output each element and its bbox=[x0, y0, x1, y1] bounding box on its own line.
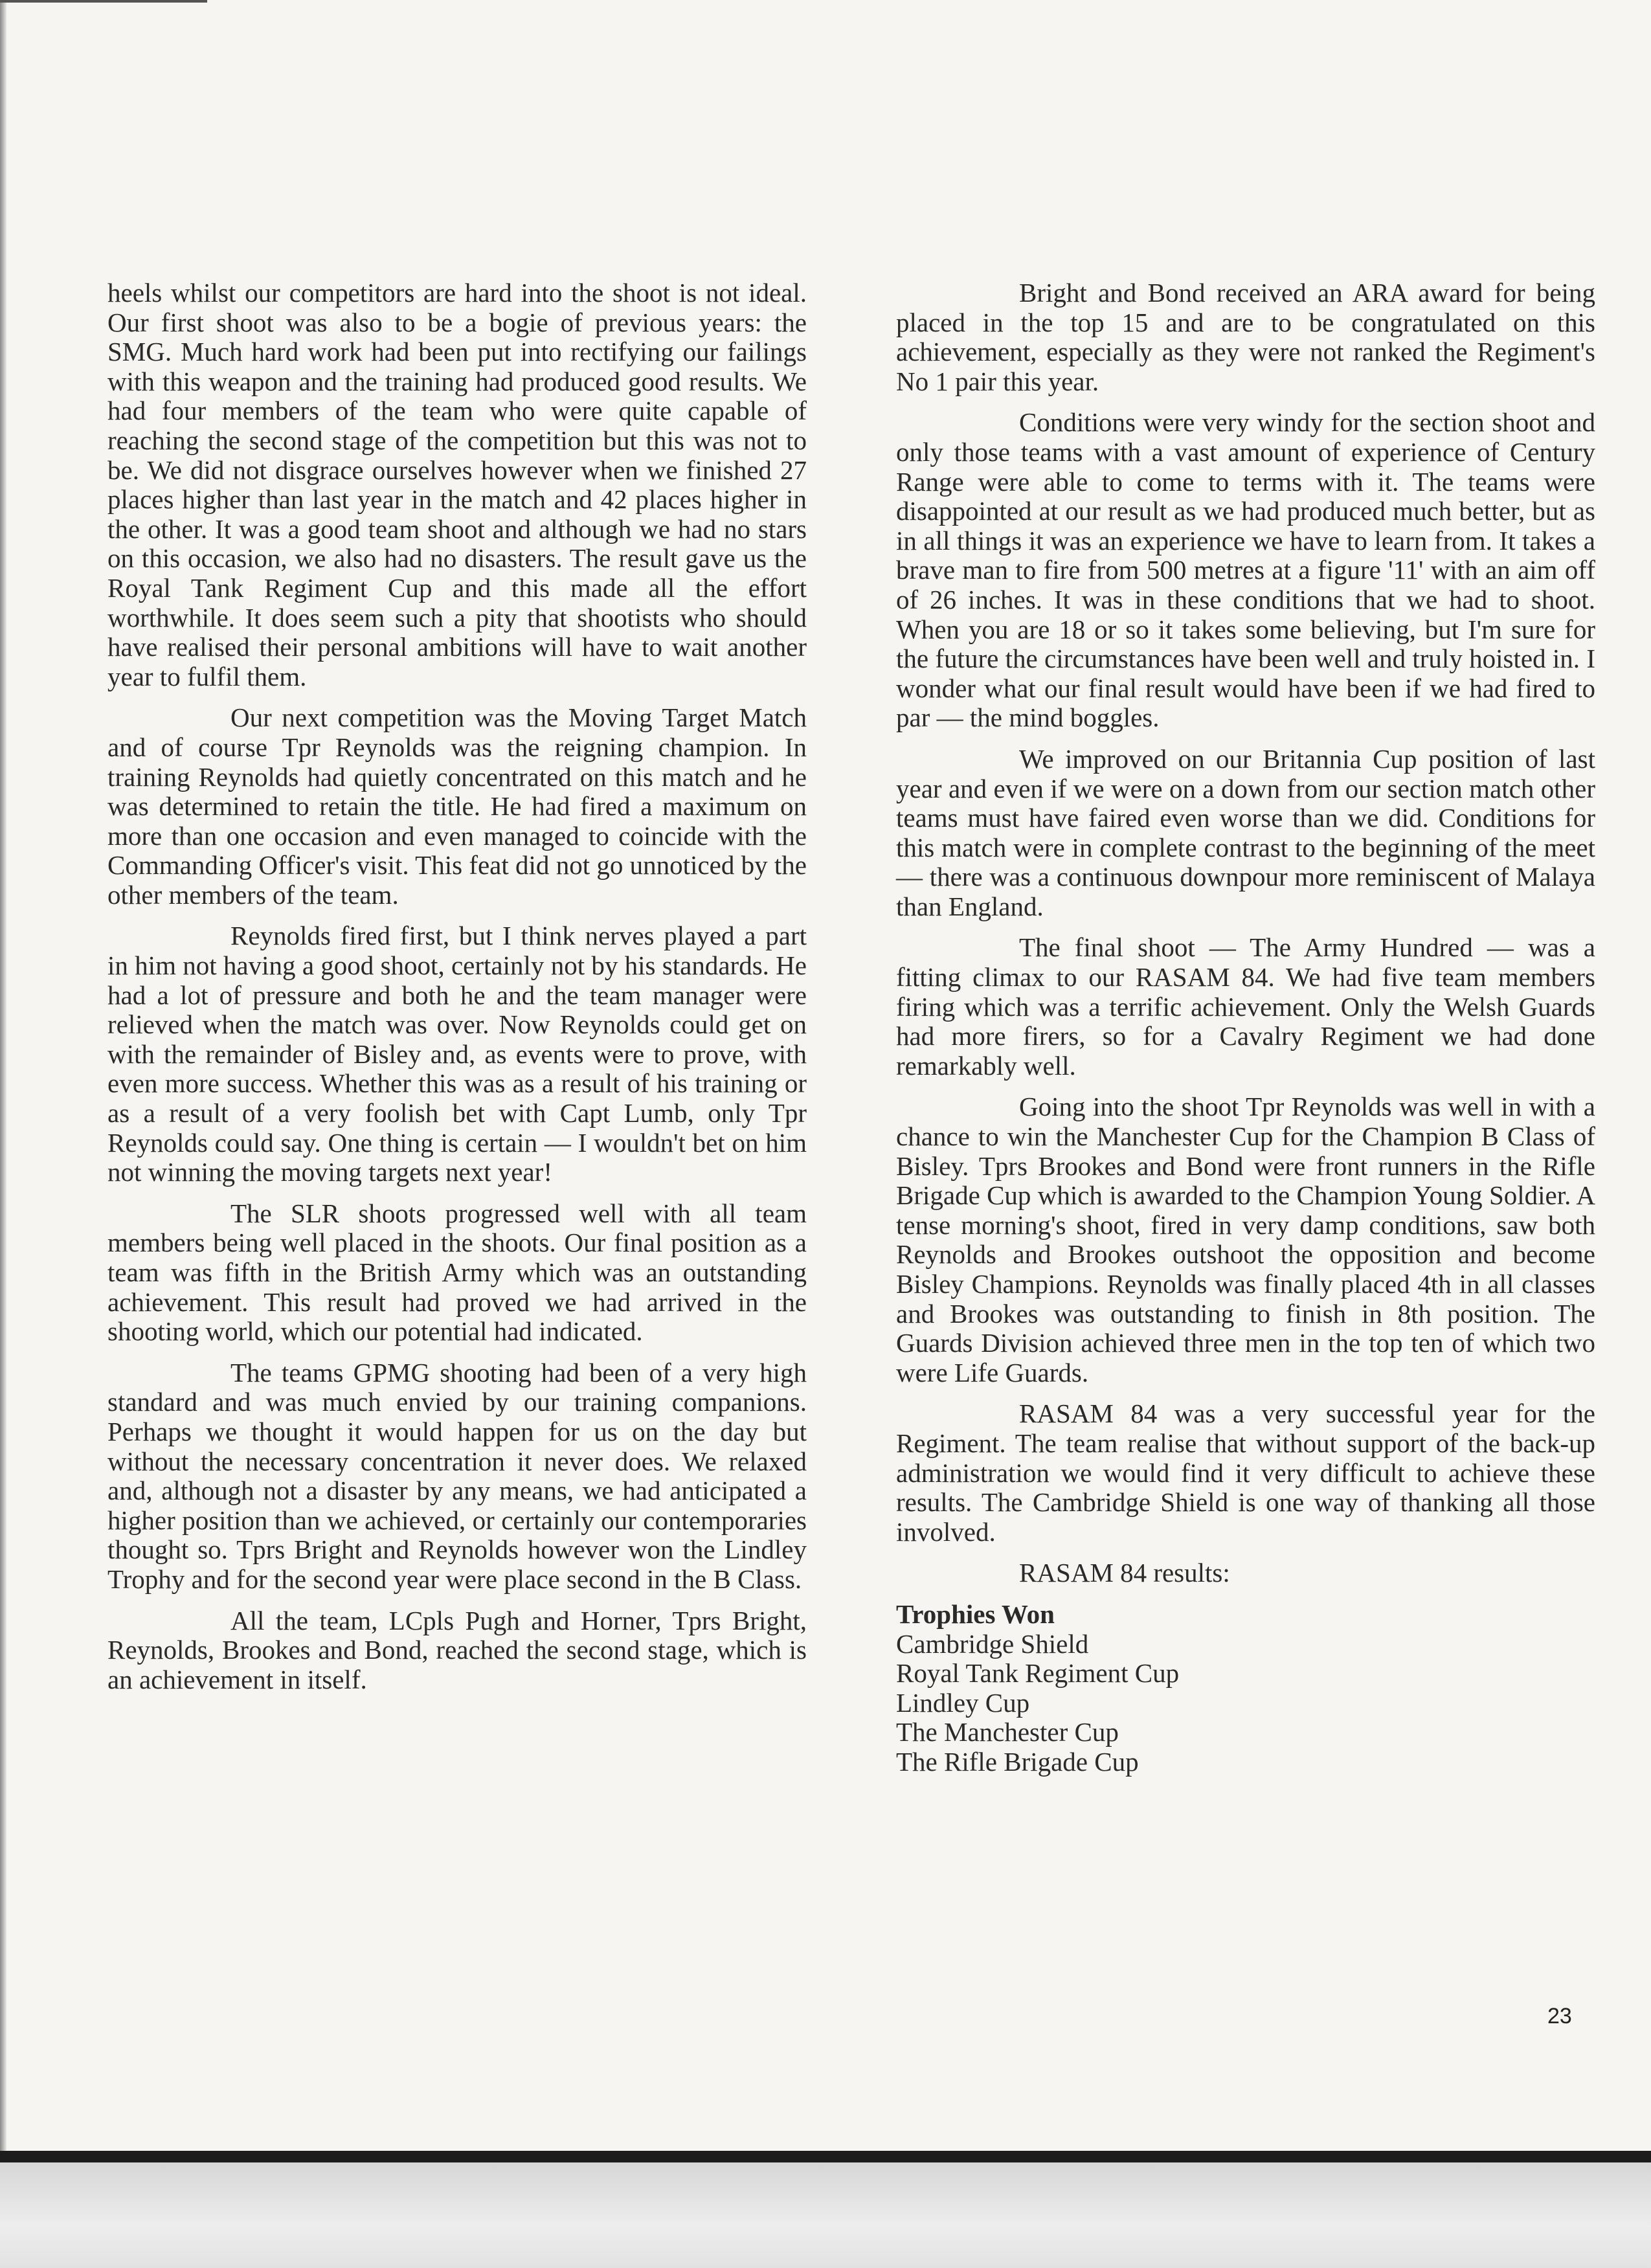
left-paragraph-4: The SLR shoots progressed well with all team members being well placed in the shoots. Our final position as a team was fifth in the British Army which was an outstanding achievement. This result had proved we had arrived in the shooting world, which our potential had indicated. bbox=[107, 1198, 807, 1347]
right-paragraph-6: RASAM 84 was a very successful year for the Regiment. The team realise that without support of the back-up administration we would find it very difficult to achieve these results. The Cambridge Shield is one way of thanking all those involved. bbox=[896, 1398, 1595, 1547]
trophy-item: Cambridge Shield bbox=[896, 1628, 1089, 1659]
right-paragraph-4: The final shoot — The Army Hundred — was a fitting climax to our RASAM 84. We had five team members firing which was a terrific achievement. Only the Welsh Guards had more firers, so for a Cavalry Regiment we had done remarkably well. bbox=[896, 932, 1595, 1081]
left-paragraph-1: heels whilst our competitors are hard into the shoot is not ideal. Our first shoot was also to be a bogie of previous years: the SMG. Much hard work had been put into rectifying our failings with this weapon and the training had produced good results. We had four members of the team who were quite capable of reaching the second stage of the competition but this was not to be. We did not disgrace ourselves however when we finished 27 places higher than last year in the match and 42 places higher in the other. It was a good team shoot and although we had no stars on this occasion, we also had no disasters. The result gave us the Royal Tank Regiment Cup and this made all the effort worthwhile. It does seem such a pity that shootists who should have realised their personal ambitions will have to wait another year to fulfil them. bbox=[107, 278, 807, 691]
trophies-title: Trophies Won bbox=[896, 1599, 1055, 1629]
right-column bbox=[896, 278, 1595, 1777]
page-left-shadow bbox=[0, 0, 6, 2268]
trophy-item: Royal Tank Regiment Cup bbox=[896, 1658, 1180, 1689]
left-paragraph-2: Our next competition was the Moving Target Match and of course Tpr Reynolds was the reigning champion. In training Reynolds had quietly concentrated on this match and he was determined to retain the title. He had fired a maximum on more than one occasion and even managed to coincide with the Commanding Officer's visit. This feat did not go unnoticed by the other members of the team. bbox=[107, 702, 807, 910]
trophy-list bbox=[896, 1630, 1595, 1777]
left-paragraph-6: All the team, LCpls Pugh and Horner, Tprs Bright, Reynolds, Brookes and Bond, reached the second stage, which is an achievement in itself. bbox=[107, 1605, 807, 1694]
left-paragraph-5: The teams GPMG shooting had been of a very high standard and was much envied by our training companions. Perhaps we thought it would happen for us on the day but without the necessary concentration it never does. We relaxed and, although not a disaster by any means, we had anticipated a higher position than we achieved, or certainly our contemporaries thought so. Tprs Bright and Reynolds however won the Lindley Trophy and for the second year were place second in the B Class. bbox=[107, 1357, 807, 1594]
page-number: 23 bbox=[1547, 2004, 1572, 2028]
trophy-item: The Rifle Brigade Cup bbox=[896, 1746, 1139, 1777]
left-column bbox=[107, 278, 807, 1706]
page-bottom-band bbox=[0, 2162, 1651, 2268]
page-top-edge bbox=[0, 0, 207, 3]
page-bottom-rule bbox=[0, 2151, 1651, 2162]
left-paragraph-3: Reynolds fired first, but I think nerves played a part in him not having a good shoot, certainly not by his standards. He had a lot of pressure and both he and the team manager were relieved when the match was over. Now Reynolds could get on with the remainder of Bisley and, as events were to prove, with even more success. Whether this was as a result of his training or as a result of a very foolish bet with Capt Lumb, only Tpr Reynolds could say. One thing is certain — I wouldn't bet on him not winning the moving targets next year! bbox=[107, 921, 807, 1187]
right-paragraph-1: Bright and Bond received an ARA award for being placed in the top 15 and are to be congratulated on this achievement, especially as they were not ranked the Regiment's No 1 pair this year. bbox=[896, 278, 1595, 396]
trophy-item: Lindley Cup bbox=[896, 1687, 1030, 1718]
trophy-item: The Manchester Cup bbox=[896, 1717, 1119, 1747]
right-paragraph-2: Conditions were very windy for the section shoot and only those teams with a vast amount of experience of Century Range were able to come to terms with it. The teams were disappointed at our result as we had produced much better, but as in all things it was an experience we have to learn from. It takes a brave man to fire from 500 metres at a figure '11' with an aim off of 26 inches. It was in these conditions that we had to shoot. When you are 18 or so it takes some believing, but I'm sure for the future the circumstances have been well and truly hoisted in. I wonder what our final result would have been if we had fired to par — the mind boggles. bbox=[896, 407, 1595, 733]
right-paragraph-3: We improved on our Britannia Cup position of last year and even if we were on a down from our section match other teams must have faired even worse than we did. Conditions for this match were in complete contrast to the beginning of the meet — there was a continuous downpour more reminiscent of Malaya than England. bbox=[896, 743, 1595, 921]
right-paragraph-5: Going into the shoot Tpr Reynolds was well in with a chance to win the Manchester Cup for the Champion B Class of Bisley. Tprs Brookes and Bond were front runners in the Rifle Brigade Cup which is awarded to the Champion Young Soldier. A tense morning's shoot, fired in very damp conditions, saw both Reynolds and Brookes outshoot the opposition and become Bisley Champions. Reynolds was finally placed 4th in all classes and Brookes was outstanding to finish in 8th position. The Guards Division achieved three men in the top ten of which two were Life Guards. bbox=[896, 1092, 1595, 1387]
results-heading: RASAM 84 results: bbox=[1019, 1558, 1230, 1588]
